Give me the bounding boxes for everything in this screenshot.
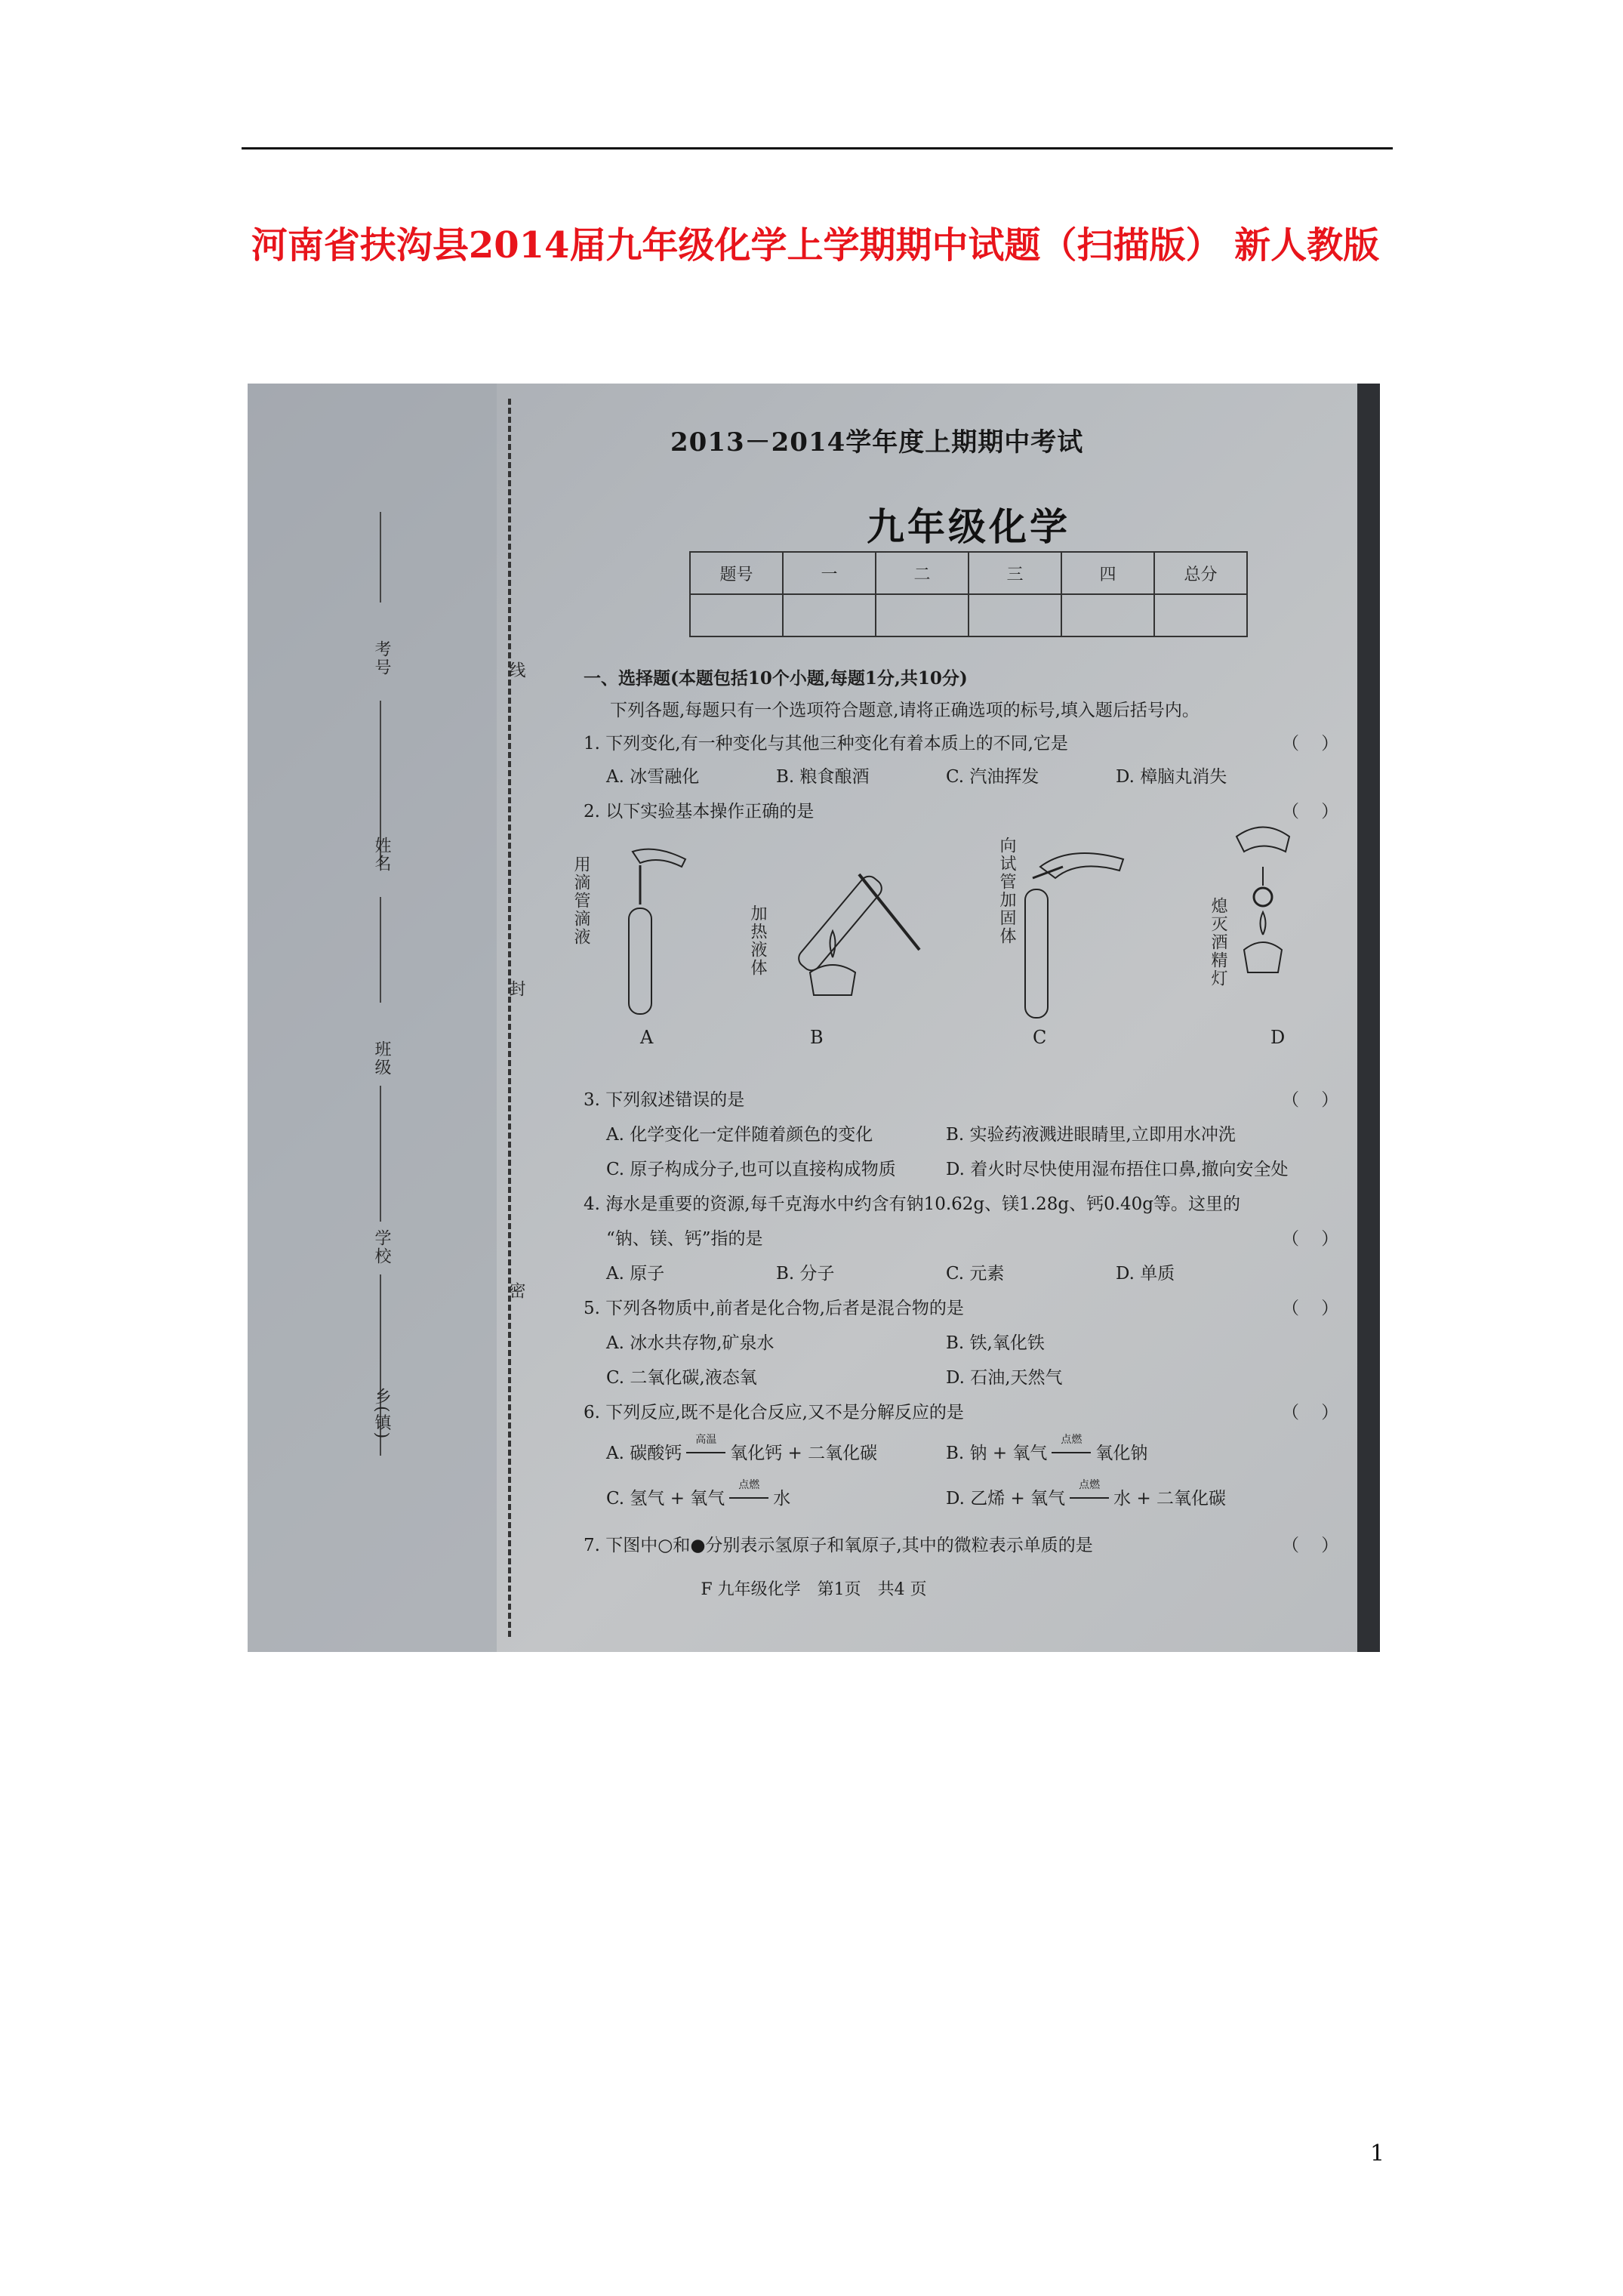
score-table-blank — [690, 594, 783, 636]
section1-instruction: 下列各题,每题只有一个选项符合题意,请将正确选项的标号,填入题后括号内。 — [610, 701, 1200, 720]
q4-option-b: B. 分子 — [776, 1264, 835, 1284]
reaction-arrow — [1065, 1479, 1113, 1509]
q6-d-product: 水 + 二氧化碳 — [1113, 1489, 1227, 1509]
q3-option-c: C. 原子构成分子,也可以直接构成物质 — [606, 1160, 896, 1179]
answer-paren: （ ） — [1282, 1536, 1339, 1555]
q3-option-a: A. 化学变化一定伴随着颜色的变化 — [606, 1125, 873, 1145]
side-label-school: 学校 — [372, 1229, 391, 1265]
extinguish-figure — [1221, 821, 1304, 1018]
seal-dashed-line — [508, 399, 511, 1637]
q5-option-d: D. 石油,天然气 — [946, 1368, 1063, 1388]
answer-paren: （ ） — [1282, 1299, 1339, 1318]
q6-b-product: 氧化钠 — [1095, 1444, 1148, 1463]
hand-icon — [1236, 827, 1289, 852]
scan-dark-edge — [1357, 384, 1380, 1652]
figure-letter-b: B — [810, 1027, 824, 1048]
answer-paren: （ ） — [1282, 734, 1339, 754]
side-label-class: 班级 — [372, 1040, 391, 1077]
q1-option-d: D. 樟脑丸消失 — [1116, 767, 1227, 787]
score-table-cell: 三 — [969, 552, 1061, 594]
reaction-arrow — [725, 1479, 773, 1509]
seal-mark-line: 线 — [507, 661, 525, 680]
q5-option-b: B. 铁,氧化铁 — [946, 1333, 1045, 1353]
question-3-stem: 3. 下列叙述错误的是 — [584, 1090, 745, 1110]
solid-addition-figure — [1010, 844, 1146, 1025]
score-table-blank-row — [690, 594, 1247, 636]
tube-holder-icon — [859, 874, 919, 950]
q6-option-a — [606, 1434, 878, 1464]
side-label-id: 考号 — [372, 640, 391, 676]
alcohol-lamp-icon — [810, 965, 855, 995]
q6-option-b — [946, 1434, 1148, 1464]
document-title: 河南省扶沟县2014届九年级化学上学期期中试题（扫描版） 新人教版 — [251, 224, 1380, 267]
binding-margin — [248, 384, 497, 1652]
q6-b-reactant: B. 钠 + 氧气 — [946, 1444, 1048, 1463]
q6-a-product: 氧化钙 + 二氧化碳 — [730, 1444, 878, 1463]
score-table-cell: 一 — [783, 552, 876, 594]
id-field-line — [380, 512, 381, 603]
score-table-blank — [783, 594, 876, 636]
flame-icon — [830, 931, 836, 957]
section1-heading: 一、选择题(本题包括10个小题,每题1分,共10分) — [584, 668, 968, 689]
answer-paren: （ ） — [1282, 1090, 1339, 1110]
score-table-cell: 四 — [1061, 552, 1154, 594]
page-number: 1 — [1370, 2140, 1385, 2167]
figure-letter-c: C — [1033, 1027, 1047, 1048]
reaction-condition: 点燃 — [1079, 1479, 1101, 1491]
seal-mark-secret: 密 — [507, 1282, 525, 1300]
score-table-header-row — [690, 552, 1247, 594]
figure-label-b: 加热液体 — [748, 905, 767, 977]
q6-option-c — [606, 1479, 791, 1509]
school-field-line — [380, 1086, 381, 1222]
q6-option-d — [946, 1479, 1227, 1509]
q3-option-b: B. 实验药液溅进眼睛里,立即用水冲洗 — [946, 1125, 1236, 1145]
score-table — [689, 551, 1248, 637]
seal-mark-seal: 封 — [507, 980, 525, 998]
question-5-stem: 5. 下列各物质中,前者是化合物,后者是混合物的是 — [584, 1299, 964, 1318]
figure-letter-a: A — [640, 1027, 654, 1048]
lamp-cap-icon — [1254, 888, 1272, 906]
heating-figure — [768, 844, 957, 1025]
figure-label-d: 熄灭酒精灯 — [1209, 897, 1227, 988]
q1-option-b: B. 粮食酿酒 — [776, 767, 870, 787]
hand-icon — [633, 849, 685, 867]
q6-d-reactant: D. 乙烯 + 氧气 — [946, 1489, 1066, 1509]
score-table-cell: 题号 — [690, 552, 783, 594]
figure-label-a: 用滴管滴液 — [571, 855, 590, 946]
score-table-blank — [876, 594, 969, 636]
exam-subject: 九年级化学 — [867, 504, 1070, 549]
question-2-stem: 2. 以下实验基本操作正确的是 — [584, 802, 815, 821]
q1-option-a: A. 冰雪融化 — [606, 767, 700, 787]
reaction-condition: 点燃 — [1061, 1434, 1083, 1446]
q4-option-a: A. 原子 — [606, 1264, 665, 1284]
class-field-line — [380, 897, 381, 1003]
question-6-stem: 6. 下列反应,既不是化合反应,又不是分解反应的是 — [584, 1403, 964, 1422]
figure-label-c: 向试管加固体 — [997, 837, 1016, 945]
test-tube-icon — [1025, 889, 1048, 1018]
question-7-stem: 7. 下图中○和●分别表示氢原子和氧原子,其中的微粒表示单质的是 — [584, 1536, 1093, 1555]
q6-c-reactant: C. 氢气 + 氧气 — [606, 1489, 725, 1509]
q5-option-c: C. 二氧化碳,液态氧 — [606, 1368, 757, 1388]
q3-option-d: D. 着火时尽快使用湿布捂住口鼻,撤向安全处 — [946, 1160, 1289, 1179]
question-4-stem: 4. 海水是重要的资源,每千克海水中约含有钠10.62g、镁1.28g、钙0.40g等。这里的 — [584, 1194, 1241, 1214]
side-label-town: 乡(镇) — [372, 1388, 391, 1441]
figure-letter-d: D — [1270, 1027, 1286, 1048]
answer-paren: （ ） — [1282, 1229, 1339, 1249]
answer-paren: （ ） — [1282, 802, 1339, 821]
score-table-blank — [1061, 594, 1154, 636]
reaction-condition: 高温 — [695, 1434, 717, 1446]
q6-a-reactant: A. 碳酸钙 — [606, 1444, 682, 1463]
reaction-arrow — [1047, 1434, 1095, 1463]
exam-title: 2013－2014学年度上期期中考试 — [670, 427, 1084, 458]
q5-option-a: A. 冰水共存物,矿泉水 — [606, 1333, 775, 1353]
test-tube-icon — [629, 908, 651, 1014]
score-table-blank — [1154, 594, 1247, 636]
q4-option-d: D. 单质 — [1116, 1264, 1175, 1284]
q4-option-c: C. 元素 — [946, 1264, 1005, 1284]
question-4-stem-cont: “钠、镁、钙”指的是 — [606, 1229, 763, 1249]
score-table-blank — [969, 594, 1061, 636]
q1-option-c: C. 汽油挥发 — [946, 767, 1039, 787]
reaction-arrow — [682, 1434, 730, 1463]
question-1-stem: 1. 下列变化,有一种变化与其他三种变化有着本质上的不同,它是 — [584, 734, 1068, 754]
flame-icon — [1261, 912, 1266, 935]
scanned-exam-image — [248, 384, 1380, 1652]
score-table-cell: 二 — [876, 552, 969, 594]
alcohol-lamp-icon — [1244, 942, 1282, 972]
dropper-figure — [602, 844, 708, 1025]
reaction-condition: 点燃 — [738, 1479, 760, 1491]
side-label-name: 姓名 — [372, 837, 391, 873]
scan-page-footer: F 九年级化学 第1页 共4 页 — [701, 1580, 927, 1599]
q6-c-product: 水 — [773, 1489, 791, 1509]
answer-paren: （ ） — [1282, 1403, 1339, 1422]
hand-icon — [1040, 853, 1123, 878]
header-rule — [242, 147, 1393, 149]
score-table-cell: 总分 — [1154, 552, 1247, 594]
